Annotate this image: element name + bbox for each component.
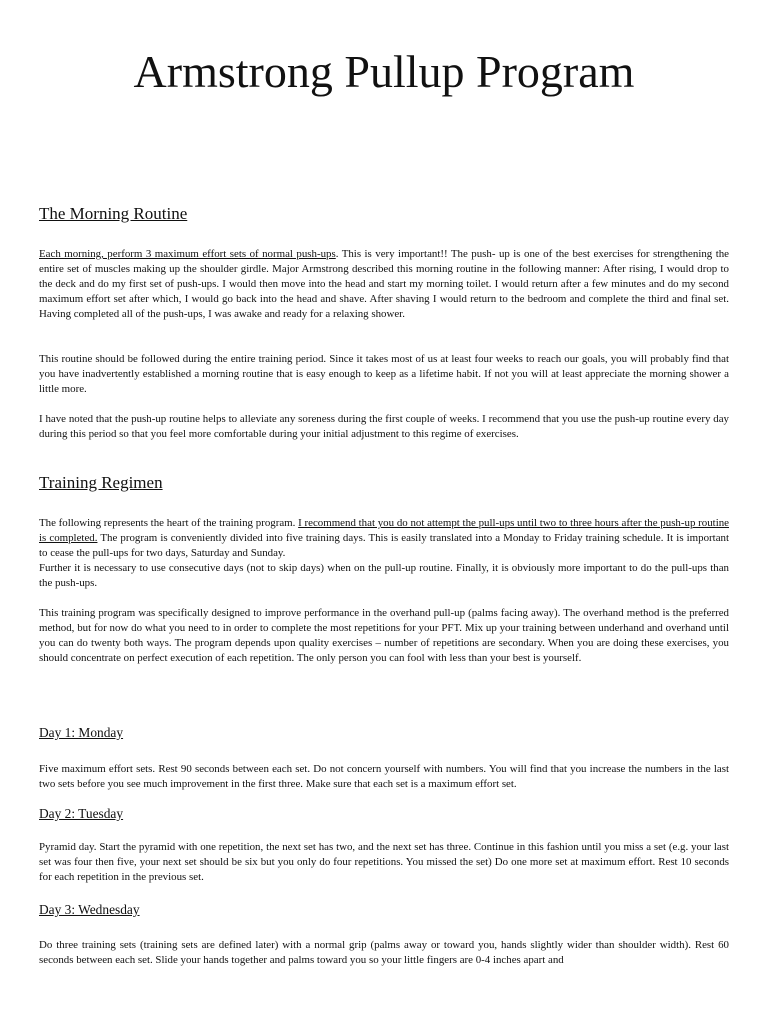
morning-paragraph-1 — [39, 247, 729, 322]
day-1-text: Five maximum effort sets. Rest 90 seconds between each set. Do not concern yourself with numbers. You will find that you increase the numbers in the last two sets before you see much improvement in the first three. Make sure that each set is a maximum effort set. — [39, 763, 729, 790]
document-title: Armstrong Pullup Program — [133, 46, 635, 97]
morning-paragraph-3: I have noted that the push-up routine helps to alleviate any soreness during the first couple of weeks. I recommend that you use the push-up routine every day during this period so that you feel more comfortable during your initial adjustment to this regime of exercises. — [39, 413, 729, 440]
heading-training-regimen: Training Regimen — [39, 473, 163, 492]
heading-day-1: Day 1: Monday — [39, 725, 124, 740]
regimen-paragraph-1-start: The following represents the heart of the training program. — [39, 517, 299, 529]
regimen-paragraph-2: This training program was specifically designed to improve performance in the overhand pull-up (palms facing away). The overhand method is the preferred method, but for now do what you need to in order to complete the most repetitions for your PFT. Mix up your training between underhand and overhand until you can do twenty both ways. The program depends upon quality exercises – number of repetitions are secondary. When you are doing these exercises, you should concentrate on perfect execution of each repetition. The only person you can fool with less than your best is yourself. — [39, 607, 729, 664]
regimen-underlined-instruction: I recommend that you do not attempt the pull-ups until two to three hours after the push-up routine is completed. — [39, 517, 729, 544]
morning-underlined-instruction: Each morning, perform 3 maximum effort sets of normal push-ups — [39, 248, 336, 260]
day-3-text: Do three training sets (training sets are defined later) with a normal grip (palms away or toward you, hands slightly wider than shoulder width). Rest 60 seconds between each set. Slide your hands together and palms toward you so your little fingers are 0-4 inches apart and — [39, 939, 729, 966]
regimen-paragraph-1-line2: Further it is necessary to use consecutive days (not to skip days) when on the pull-up routine. Finally, it is obviously more important to do the pull-ups than the push-ups. — [39, 562, 729, 589]
morning-paragraph-1-text: . This is very important!! The push- up is one of the best exercises for strengthening the entire set of muscles making up the shoulder girdle. Major Armstrong described this morning routine in the following manner: After rising, I would drop to the deck and do my first set of push-ups. I would then move into the head and start my morning toilet. I would return after a few minutes and do my second maximum effort set after which, I would go back into the head and shave. After shaving I would return to the bedroom and complete the third and final set. Having completed all of the push-ups, I was awake and ready for a relaxing shower. — [39, 248, 730, 320]
morning-paragraph-2: This routine should be followed during the entire training period. Since it takes most of us at least four weeks to reach our goals, you will probably find that you have inadvertently established a morning routine that is easy enough to keep as a lifetime habit. If not you will at least appreciate the morning shower a little more. — [39, 353, 729, 395]
day-2-text: Pyramid day. Start the pyramid with one repetition, the next set has two, and the next set has three. Continue in this fashion until you miss a set (e.g. your last set was four then five, your next set should be six but you only do four repetitions. You missed the set) Do one more set at maximum effort. Rest 10 seconds for each repetition in the previous set. — [39, 841, 729, 883]
heading-day-2: Day 2: Tuesday — [39, 806, 124, 821]
regimen-paragraph-1-rest: The program is conveniently divided into five training days. This is easily translated into a Monday to Friday training schedule. It is important to cease the pull-ups for two days, Saturday and Sunday. — [39, 532, 730, 559]
regimen-paragraph-1 — [39, 516, 729, 591]
heading-day-3: Day 3: Wednesday — [39, 902, 140, 917]
heading-morning-routine: The Morning Routine — [39, 204, 188, 223]
